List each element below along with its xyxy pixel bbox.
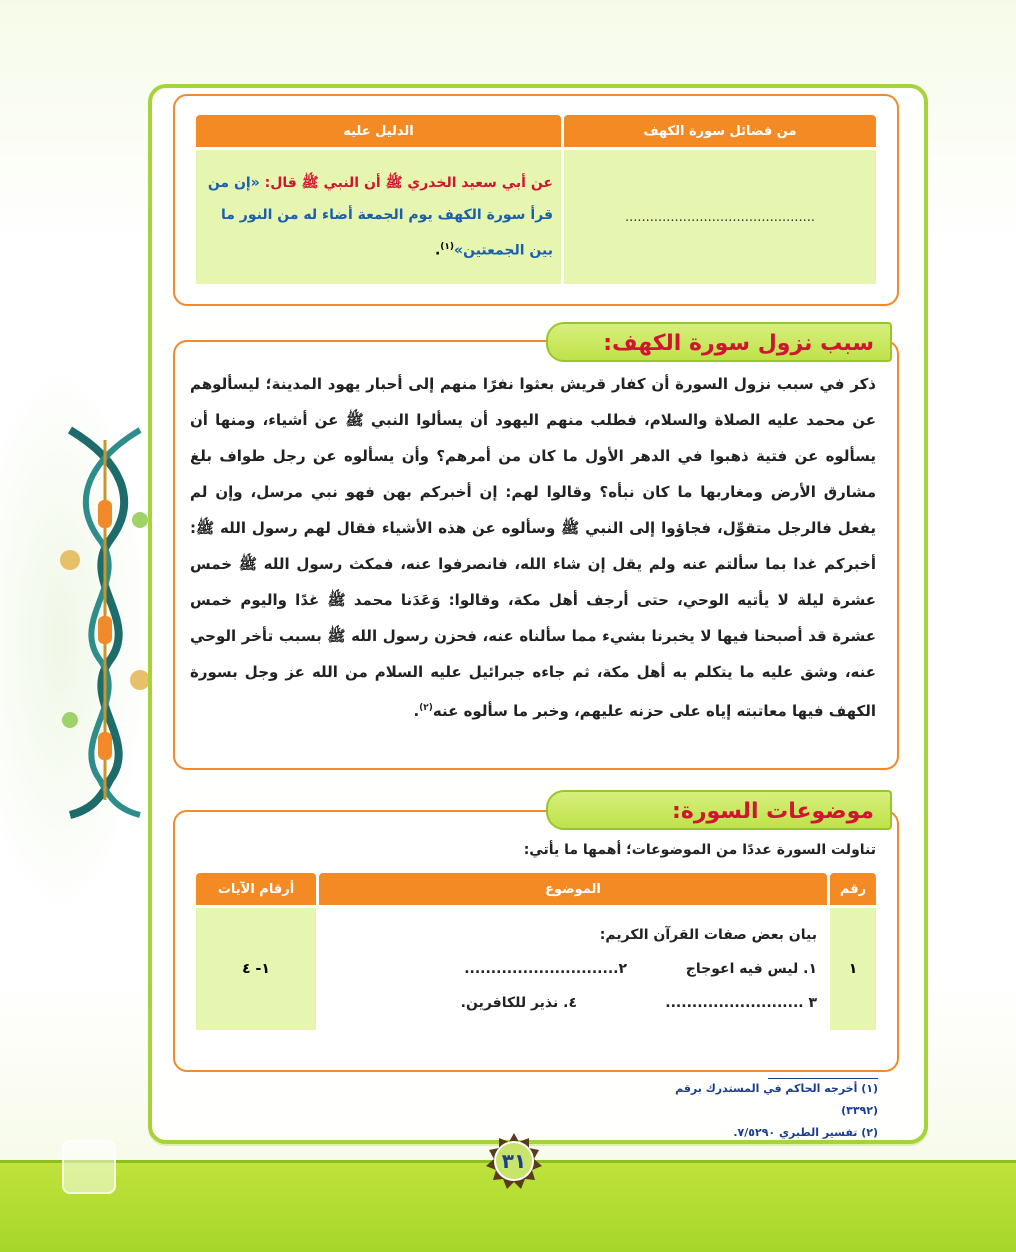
topic-items-row2 [329, 986, 817, 1020]
topic-item-4: ٤. نذير للكافرين. [460, 995, 577, 1011]
decorative-ornament [50, 420, 160, 820]
footnote-ref-2: (٢) [419, 703, 433, 713]
section-title-topics: موضوعات السورة: [546, 790, 892, 830]
topics-header-number: رقم [830, 873, 876, 905]
revelation-text: ذكر في سبب نزول السورة أن كفار قريش بعثوا نفرًا منهم إلى أحبار يهود المدينة؛ ليسألوهم عن محمد عليه الصلاة والسلام، فطلب منهم اليهود أن يسألوا النبي ﷺ عن أشياء، ومنها أن يسألوه عن فتية ذهبوا في الدهر الأول ما كان من أمرهم؟ وأن يسألوه عن رجل طواف بلغ مشارق الأرض ومغاربها ما كان نبأه؟ وقالوا لهم: إن أخبركم بهن فهو نبي مرسل، وإن لم يفعل فالرجل متقوِّل، فجاؤوا إلى النبي ﷺ وسألوه عن هذه الأشياء فقال لهم رسول الله ﷺ: أخبركم غدا بما سألتم عنه ولم يقل إن شاء الله، فانصرفوا عنه، فمكث رسول الله ﷺ خمس عشرة ليلة لا يأتيه الوحي، حتى أرجف أهل مكة، وقالوا: وَعَدَنا محمد ﷺ غدًا واليوم خمس عشرة قد أصبحنا فيها لا يخبرنا بشيء مما سألناه عنه، فحزن رسول الله ﷺ بسبب تأخر الوحي عنه، وشق عليه ما يتكلم به أهل مكة، ثم جاءه جبرائيل عليه السلام من الله عز وجل بسورة الكهف فيها معاتبته إياه على حزنه عليهم، وخبر ما سألوه عنه [190, 375, 876, 720]
virtue-blank-cell [564, 150, 876, 284]
topic-item-1: ١. ليس فيه اعوجاج [685, 961, 817, 977]
evidence-cell [196, 150, 561, 284]
virtues-table [193, 112, 879, 287]
footnote-ref-1: (١) [440, 242, 455, 253]
topic-row-content [319, 908, 827, 1030]
topic-row-number: ١ [830, 908, 876, 1030]
virtues-table-box [173, 94, 899, 306]
hadith-end: . [434, 242, 441, 259]
virtue-blank: .............................................. [624, 209, 816, 225]
topic-heading: بيان بعض صفات القرآن الكريم: [599, 927, 817, 943]
revelation-end: . [413, 702, 420, 720]
topic-items-row1 [329, 952, 817, 986]
page-number: ٣١ [501, 1149, 527, 1173]
footnotes [640, 1078, 878, 1144]
topics-intro: تناولت السورة عددًا من الموضوعات؛ أهمها ما يأتي: [523, 842, 876, 858]
table-header-evidence: الدليل عليه [196, 115, 561, 147]
hadith-narrator: عن أبي سعيد الخدري ﷺ أن النبي ﷺ قال: [264, 175, 553, 192]
topic-item-2: ٢............................. [464, 961, 627, 977]
revelation-paragraph [190, 366, 876, 729]
topic-item-3: ٣ .......................... [665, 995, 817, 1011]
topics-header-topic: الموضوع [319, 873, 827, 905]
hadith-text: «إن من قرأ سورة الكهف يوم الجمعة أضاء له من النور ما بين الجمعتين» [207, 175, 553, 259]
section-title-revelation: سبب نزول سورة الكهف: [546, 322, 892, 362]
topics-table [193, 870, 879, 1033]
topics-header-verses: أرقام الآيات [196, 873, 316, 905]
footnote-2: (٢) تفسير الطبري ٧/٥٢٩٠. [733, 1126, 878, 1139]
corner-logo [62, 1140, 116, 1194]
table-header-virtue: من فضائل سورة الكهف [564, 115, 876, 147]
topic-row-verses: ١- ٤ [196, 908, 316, 1030]
footnote-1: (١) أخرجه الحاكم في المستدرك برقم (٣٣٩٢) [675, 1082, 878, 1117]
